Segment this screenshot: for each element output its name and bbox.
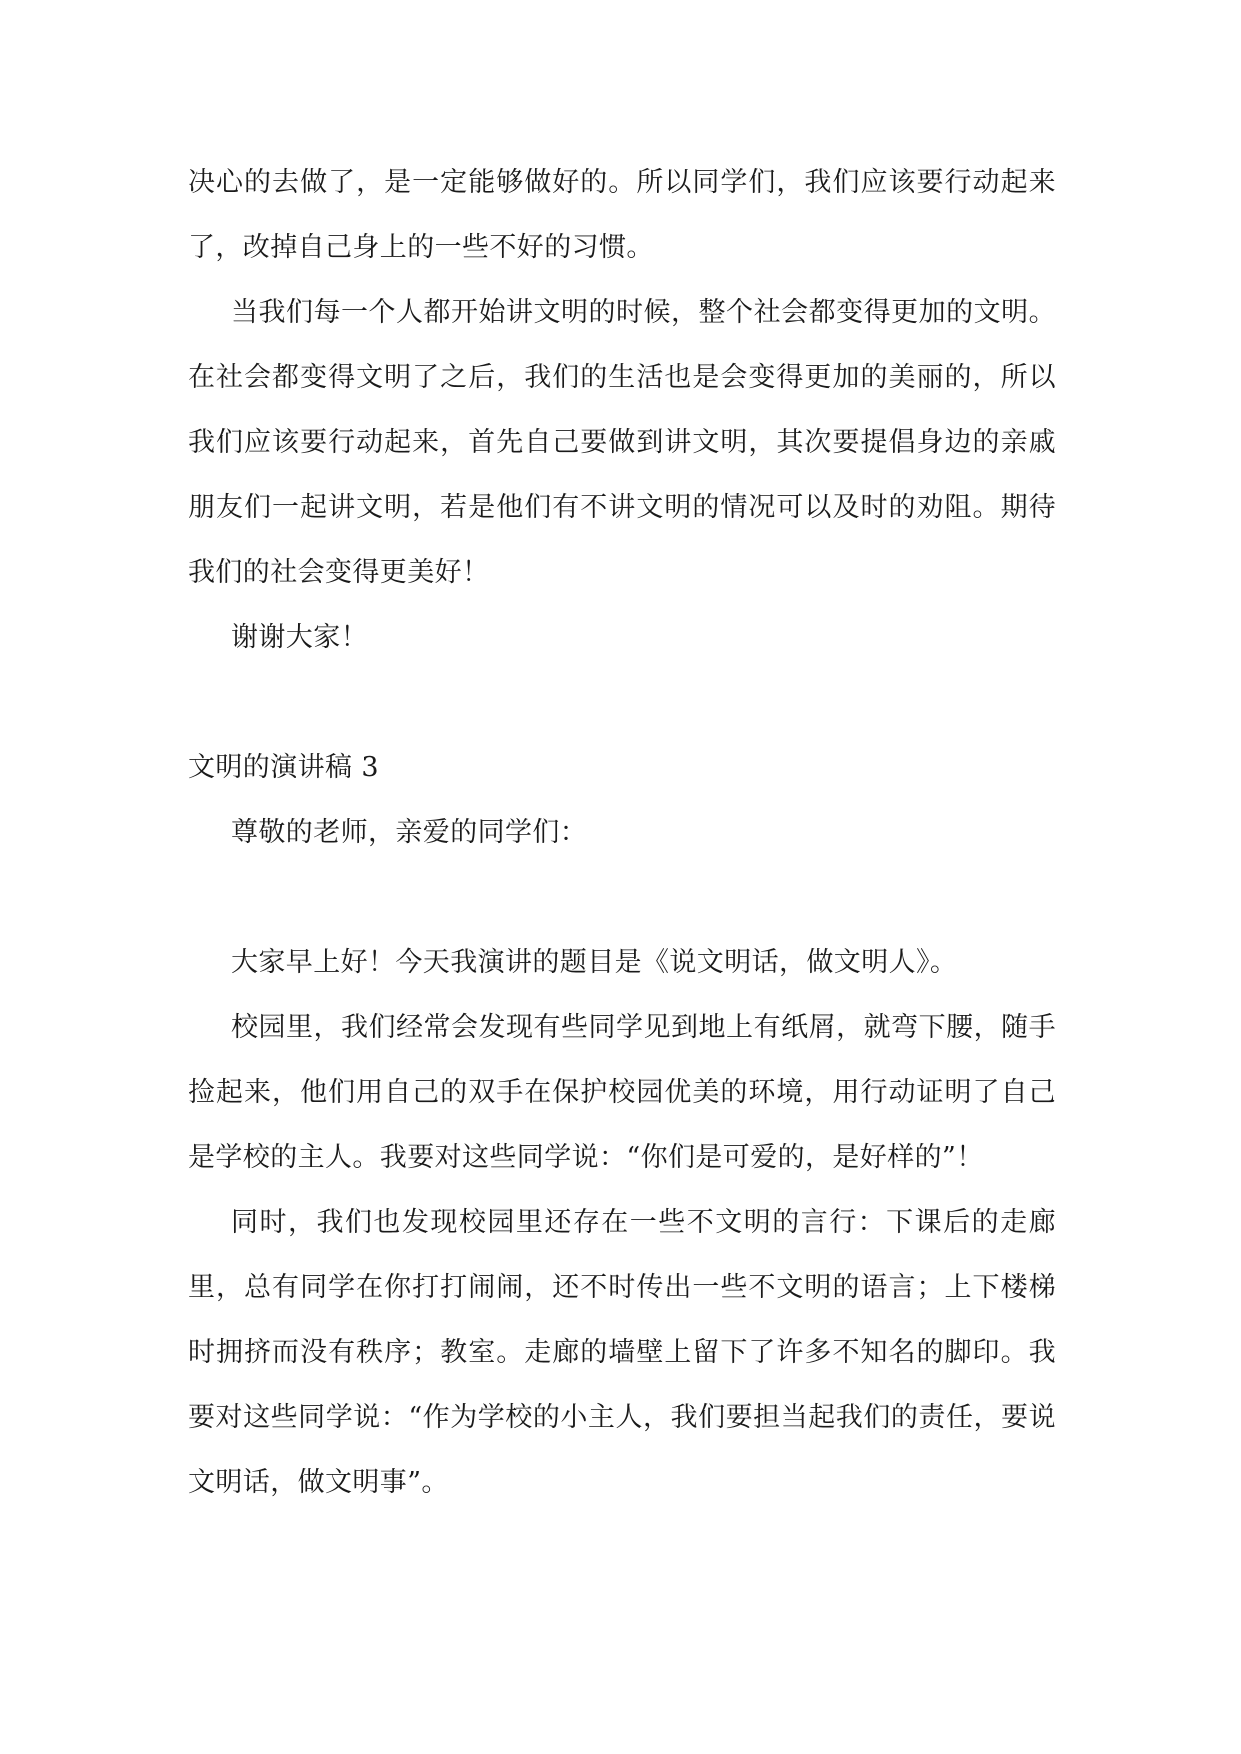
paragraph-continuation: 决心的去做了，是一定能够做好的。所以同学们，我们应该要行动起来了，改掉自己身上的一些不好的习惯。: [188, 167, 1056, 263]
paragraph-campus-good: 校园里，我们经常会发现有些同学见到地上有纸屑，就弯下腰，随手捡起来，他们用自己的双手在保护校园优美的环境，用行动证明了自己是学校的主人。我要对这些同学说：“你们是可爱的，是好样的”！: [188, 1012, 1056, 1173]
paragraph-civilized-society: 当我们每一个人都开始讲文明的时候，整个社会都变得更加的文明。在社会都变得文明了之后，我们的生活也是会变得更加的美丽的，所以我们应该要行动起来，首先自己要做到讲文明，其次要提倡身边的亲戚朋友们一起讲文明，若是他们有不讲文明的情况可以及时的劝阻。期待我们的社会变得更美好！: [188, 297, 1056, 588]
greeting: 尊敬的老师，亲爱的同学们：: [231, 817, 588, 848]
spacer: [188, 670, 1056, 735]
paragraph-campus-bad: 同时，我们也发现校园里还存在一些不文明的言行：下课后的走廊里，总有同学在你打打闹闹，还不时传出一些不文明的语言；上下楼梯时拥挤而没有秩序；教室。走廊的墙壁上留下了许多不知名的脚印。我要对这些同学说：“作为学校的小主人，我们要担当起我们的责任，要说文明话，做文明事”。: [188, 1207, 1056, 1498]
section-title: 文明的演讲稿 3: [188, 752, 379, 783]
document-body: [188, 150, 1056, 1515]
paragraph-thanks: 谢谢大家！: [231, 622, 368, 653]
spacer: [188, 865, 1056, 930]
paragraph-speech-topic: 大家早上好！今天我演讲的题目是《说文明话，做文明人》。: [231, 947, 958, 978]
